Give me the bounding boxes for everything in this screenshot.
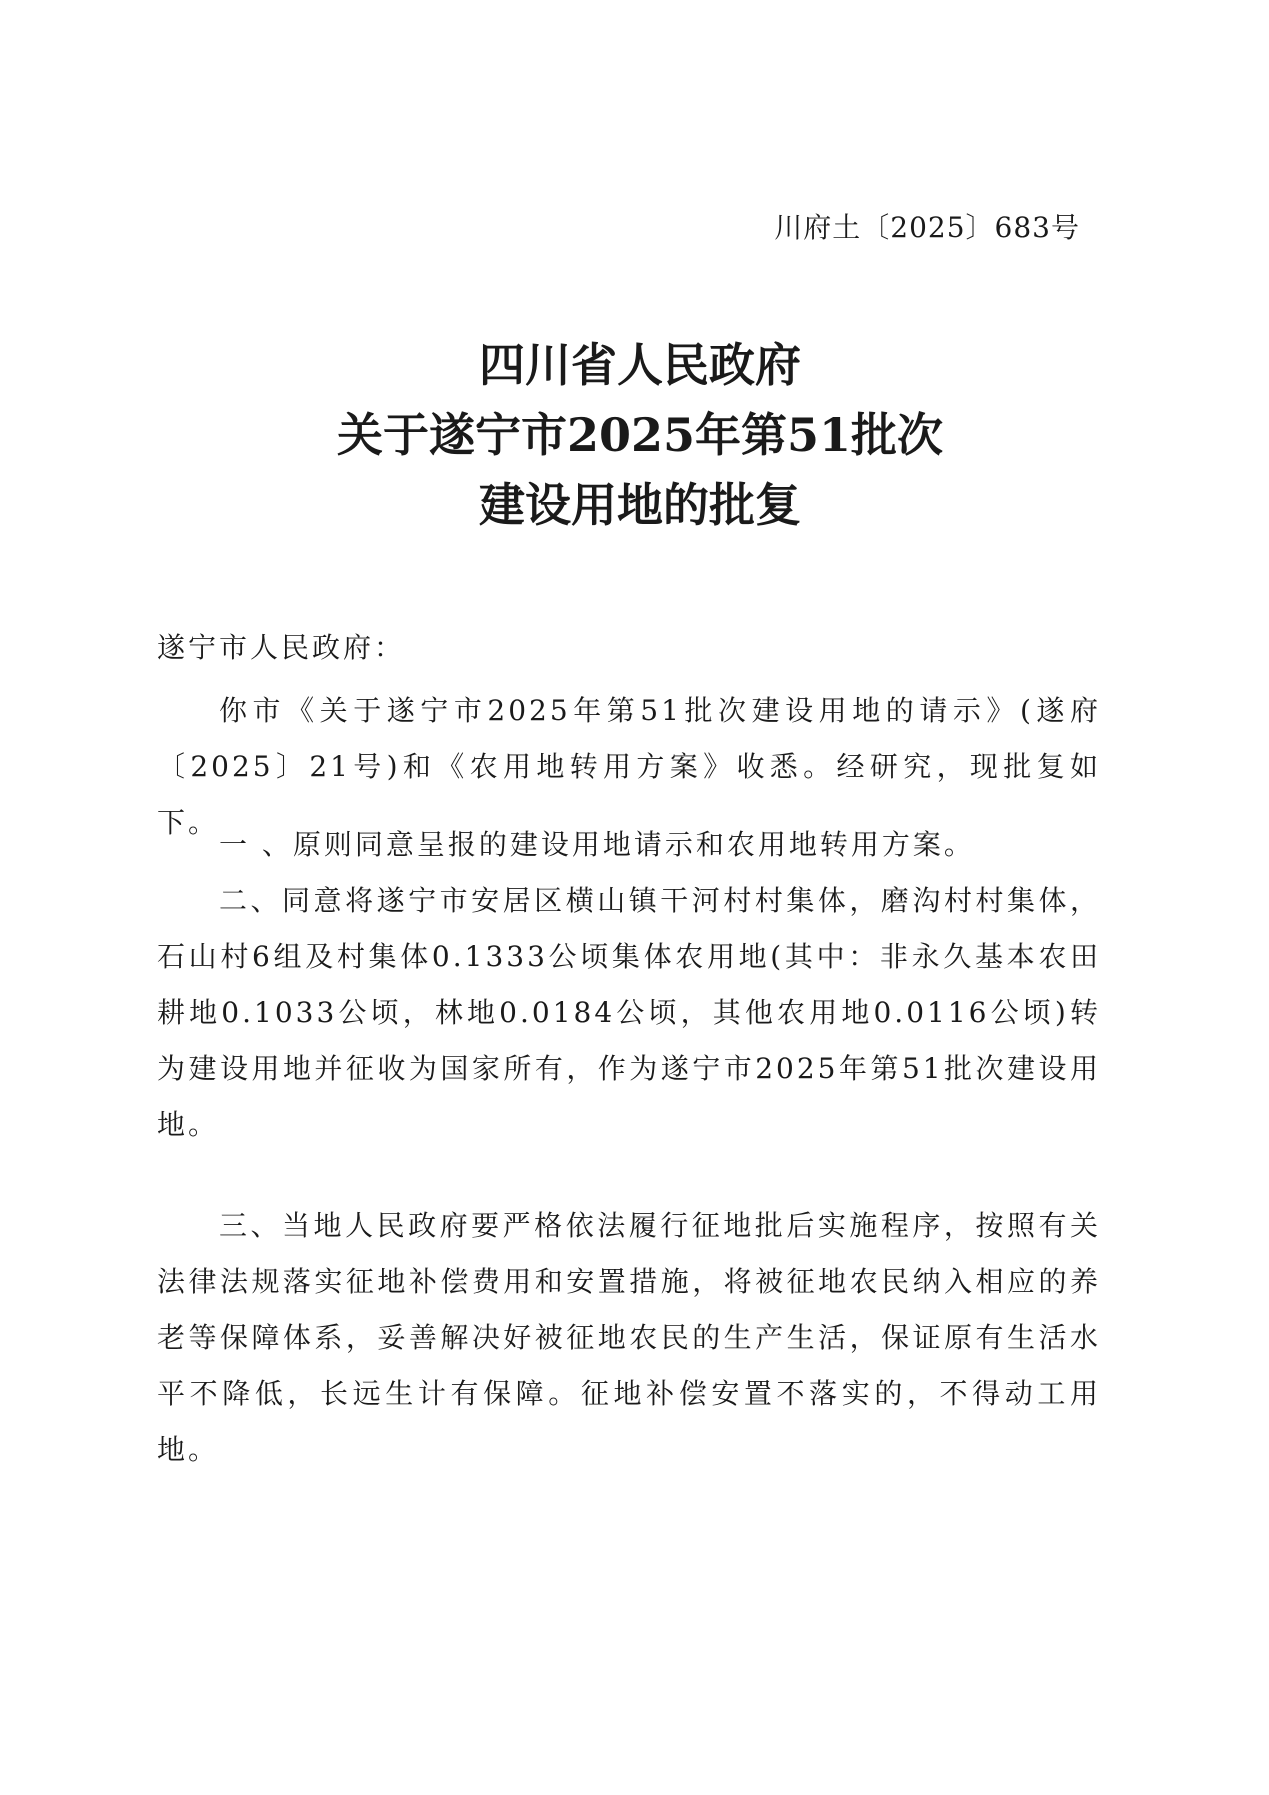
document-number: 川府土〔2025〕683号 xyxy=(774,211,1080,244)
paragraph-item-three: 三、当地人民政府要严格依法履行征地批后实施程序，按照有关法律法规落实征地补偿费用和安置措施，将被征地农民纳入相应的养老等保障体系，妥善解决好被征地农民的生产生活，保证原有生活水平不降低，长远生计有保障。征地补偿安置不落实的，不得动工用地。 xyxy=(157,1209,1101,1466)
title-line-type: 建设用地的批复 xyxy=(479,478,801,532)
document-title xyxy=(160,330,1120,540)
addressee: 遂宁市人民政府： xyxy=(157,631,406,664)
paragraph-item-one: 一 、原则同意呈报的建设用地请示和农用地转用方案。 xyxy=(219,828,975,861)
paragraph-intro: 你市《关于遂宁市2025年第51批次建设用地的请示》(遂府〔2025〕21号)和《农用地转用方案》收悉。经研究，现批复如下。 xyxy=(157,694,1101,839)
paragraph-item-two: 二、同意将遂宁市安居区横山镇干河村村集体，磨沟村村集体，石山村6组及村集体0.1333公顷集体农用地(其中：非永久基本农田耕地0.1033公顷，林地0.0184公顷，其他农用地0.0116公顷)转为建设用地并征收为国家所有，作为遂宁市2025年第51批次建设用地。 xyxy=(157,884,1101,1141)
title-line-issuer: 四川省人民政府 xyxy=(479,338,801,392)
title-line-subject: 关于遂宁市2025年第51批次 xyxy=(336,408,944,462)
